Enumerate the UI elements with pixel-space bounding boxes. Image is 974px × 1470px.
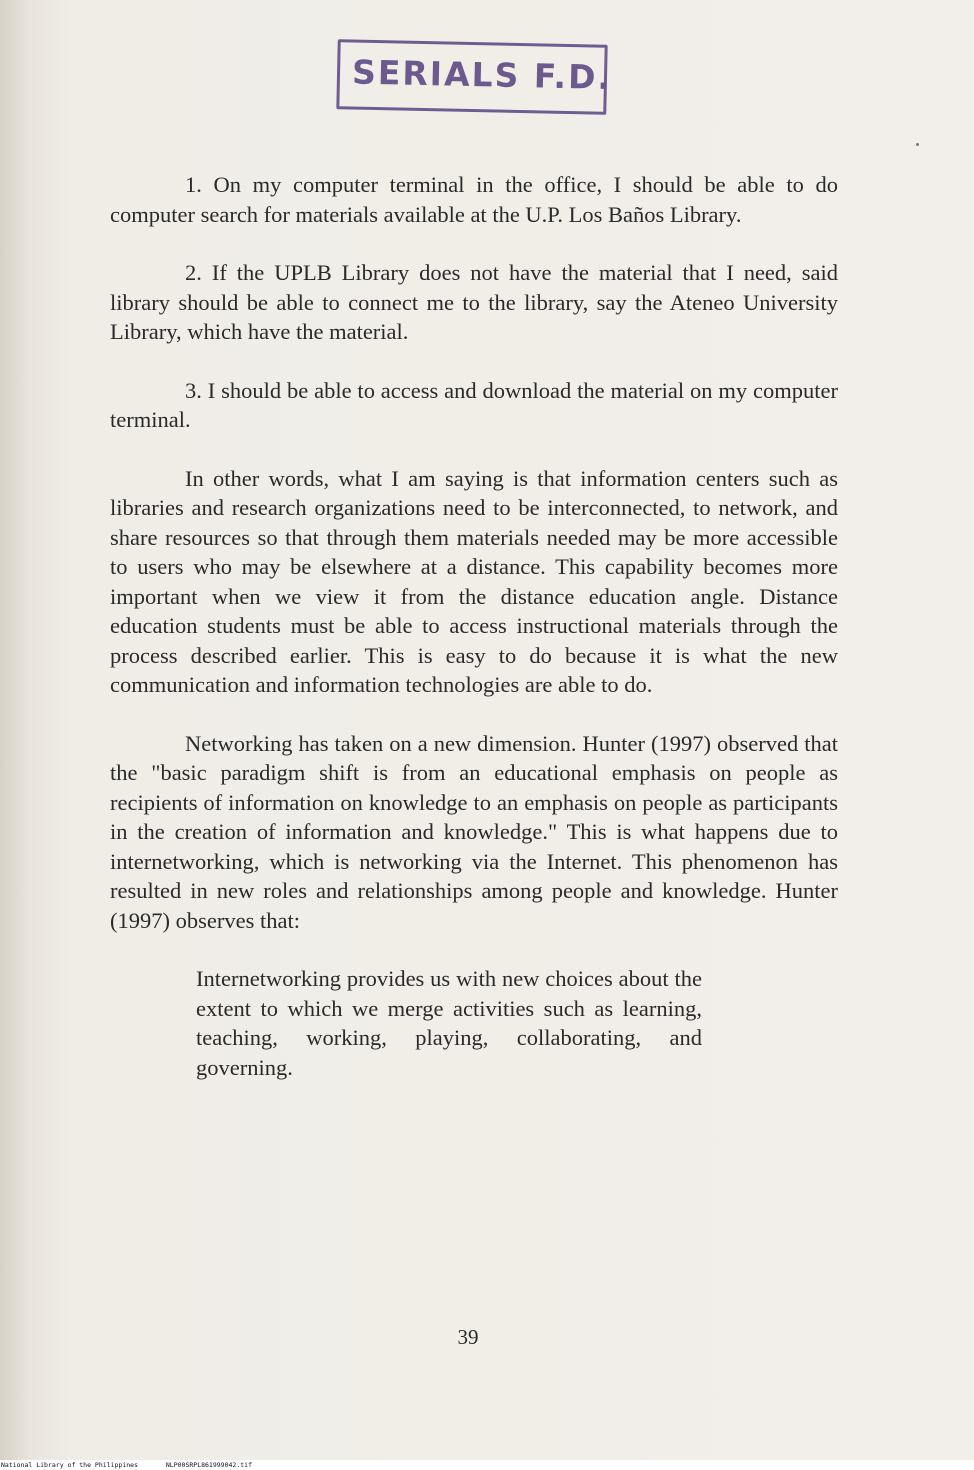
stamp-text: SERIALS F.D.: [351, 52, 613, 97]
paragraph-item-1: 1. On my computer terminal in the office, I should be able to do computer search for materials available at the U.P. Los Baños Library.: [110, 172, 838, 227]
page-number: 39: [457, 1325, 479, 1349]
paragraph-item-2: 2. If the UPLB Library does not have the material that I need, said library should be able to connect me to the library, say the Ateneo University Library, which have the material.: [110, 260, 838, 344]
paragraph-networking: Networking has taken on a new dimension. Hunter (1997) observed that the "basic paradigm shift is from an educational emphasis on people as recipients of information on knowledge to an emphasis on people as participants in the creation of information and knowledge." This is what happens due to internetworking, which is networking via the Internet. This phenomenon has resulted in new roles and relationships among people and knowledge. Hunter (1997) observes that:: [110, 730, 838, 933]
scan-footer: [0, 1460, 974, 1470]
footer-library: National Library of the Philippines: [1, 1461, 138, 1469]
footer-filename: NLP00SRPL861999042.tif: [165, 1461, 252, 1469]
body-text: [110, 170, 838, 1082]
paragraph-item-3: 3. I should be able to access and download the material on my computer terminal.: [110, 377, 838, 432]
paragraph-other-words: In other words, what I am saying is that information centers such as libraries and research organizations need to be interconnected, to network, and share resources so that through them materials needed may be more accessible to users who may be elsewhere at a distance. This capability becomes more important when we view it from the distance education angle. Distance education students must be able to access instructional materials through the process described earlier. This is easy to do because it is what the new communication and information technologies are able to do.: [110, 465, 838, 697]
serials-stamp: [336, 39, 613, 115]
speck-mark: [916, 143, 919, 146]
block-quote: Internetworking provides us with new choices about the extent to which we merge activities such as learning, teaching, working, playing, collaborating, and governing.: [196, 966, 702, 1080]
